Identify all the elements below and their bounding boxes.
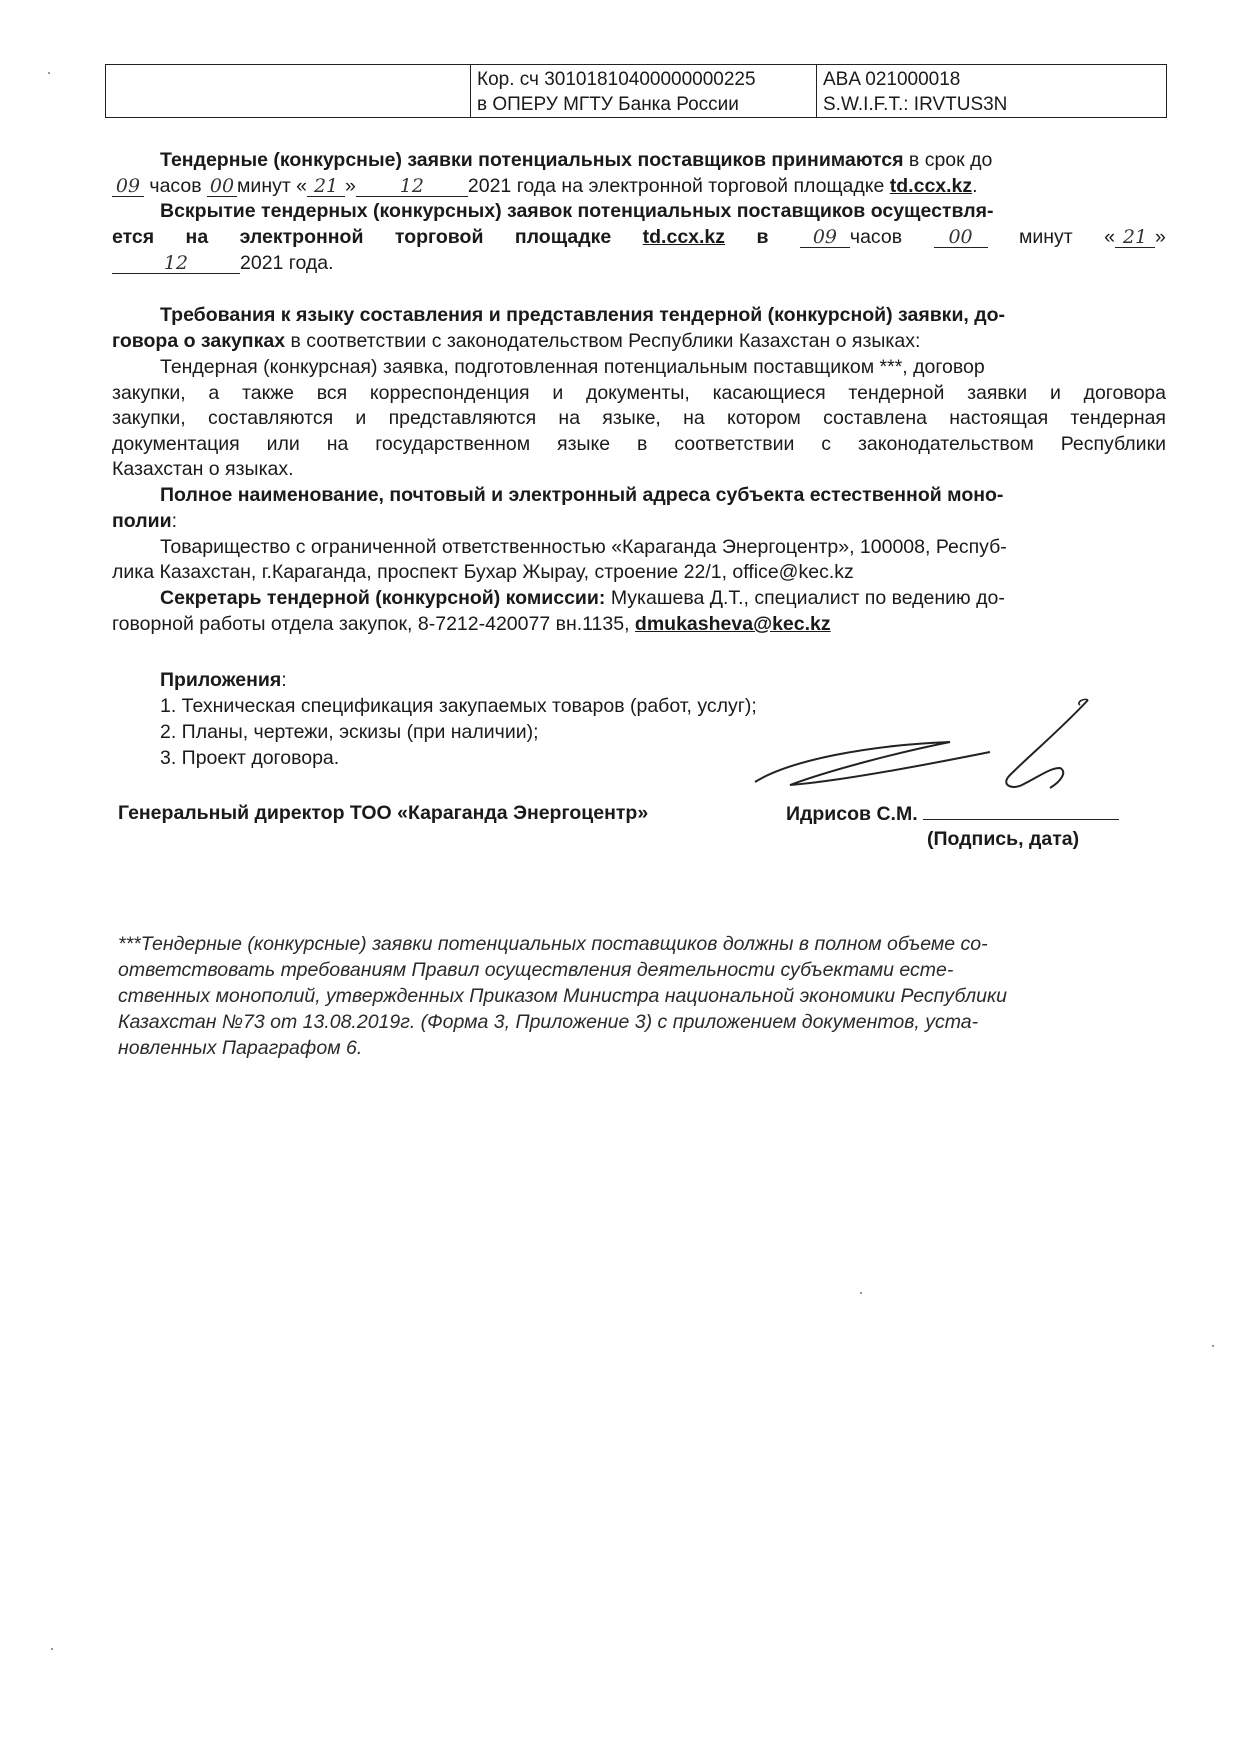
language-heading-end: говора о закупках bbox=[112, 330, 286, 352]
footnote-line: ***Тендерные (конкурсные) заявки потенциальных поставщиков должны в полном объеме со- bbox=[118, 933, 988, 955]
language-line-2 bbox=[112, 329, 920, 355]
language-text-line: документация или на государственном языке в соответствии с законодательством Республики bbox=[112, 433, 1166, 455]
submission-month-handwritten: 12 bbox=[356, 176, 468, 197]
opening-word: площадке bbox=[514, 226, 612, 248]
submission-hours-handwritten: 09 bbox=[112, 176, 144, 197]
language-heading: Требования к языку составления и представления тендерной (конкурсной) заявки, до- bbox=[160, 304, 1006, 326]
attachment-item: 3. Проект договора. bbox=[160, 747, 340, 769]
period: . bbox=[972, 175, 978, 197]
opening-year-text: 2021 года. bbox=[240, 252, 334, 274]
quote-close: » bbox=[345, 175, 356, 197]
swift-code: S.W.I.F.T.: IRVTUS3N bbox=[823, 94, 1008, 115]
subject-heading-line-2 bbox=[112, 509, 177, 535]
opening-word: на bbox=[185, 226, 209, 248]
submission-heading: Тендерные (конкурсные) заявки потенциальных поставщиков принимаются bbox=[160, 149, 904, 171]
bank-table-codes-cell bbox=[816, 65, 1165, 117]
quote-open: « bbox=[1104, 226, 1116, 248]
footnote-line: новленных Параграфом 6. bbox=[118, 1037, 363, 1059]
minutes-label: минут « bbox=[237, 175, 308, 197]
minutes-label: минут bbox=[1018, 226, 1073, 248]
bank-table-empty-cell bbox=[106, 65, 470, 117]
footnote-line: ственных монополий, утвержденных Приказом Министра национальной экономики Республики bbox=[118, 985, 1007, 1007]
corr-account: Кор. сч 30101810400000000225 bbox=[477, 69, 756, 90]
signature-caption: (Подпись, дата) bbox=[927, 828, 1080, 850]
opening-word: в bbox=[756, 226, 769, 248]
submission-minutes-handwritten: 00 bbox=[207, 176, 237, 197]
language-text-line: Тендерная (конкурсная) заявка, подготовленная потенциальным поставщиком ***, договор bbox=[160, 356, 985, 378]
submission-line-2 bbox=[112, 174, 978, 200]
opening-hours-handwritten: 09 bbox=[800, 227, 850, 248]
opening-line-3 bbox=[112, 251, 334, 277]
secretary-line-2 bbox=[112, 612, 831, 638]
bank-table-correspondent-cell bbox=[470, 65, 816, 117]
quote-close: » bbox=[1155, 226, 1166, 248]
subject-address-line: лика Казахстан, г.Караганда, проспект Бухар Жырау, строение 22/1, office@kec.kz bbox=[112, 561, 854, 583]
opening-month-handwritten: 12 bbox=[112, 253, 240, 274]
aba-code: ABA 021000018 bbox=[823, 69, 961, 90]
signature-blank-line bbox=[923, 801, 1119, 820]
secretary-contacts: говорной работы отдела закупок, 8-7212-420077 вн.1135, bbox=[112, 613, 635, 635]
hours-label: часов bbox=[849, 226, 903, 248]
attachments-heading: Приложения bbox=[160, 669, 282, 691]
subject-heading: Полное наименование, почтовый и электронный адреса субъекта естественной моно- bbox=[160, 484, 1004, 506]
hours-label: часов bbox=[144, 175, 208, 197]
footnote-line: ответствовать требованиям Правил осуществления деятельности субъектами есте- bbox=[118, 959, 954, 981]
scan-speck bbox=[1212, 1345, 1214, 1347]
submission-deadline-text: в срок до bbox=[903, 149, 993, 171]
bank-name: в ОПЕРУ МГТУ Банка России bbox=[477, 94, 739, 115]
submission-day-handwritten: 21 bbox=[307, 176, 345, 197]
submission-site-link[interactable]: td.ccx.kz bbox=[889, 175, 973, 197]
scan-speck bbox=[51, 1648, 53, 1650]
language-text-line: закупки, составляются и представляются на языке, на котором составлена настоящая тендерная bbox=[112, 407, 1166, 429]
scan-speck bbox=[860, 1292, 862, 1294]
footnote-line: Казахстан №73 от 13.08.2019г. (Форма 3, Приложение 3) с приложением документов, уста- bbox=[118, 1011, 979, 1033]
signatory-position: Генеральный директор ТОО «Караганда Энергоцентр» bbox=[118, 802, 649, 824]
opening-line-1: Вскрытие тендерных (конкурсных) заявок потенциальных поставщиков осуществля- bbox=[160, 200, 994, 222]
language-text-line: закупки, а также вся корреспонденция и документы, касающиеся тендерной заявки и договора bbox=[112, 382, 1166, 404]
handwritten-signature bbox=[750, 690, 1090, 810]
attachments-heading-line bbox=[160, 668, 287, 694]
secretary-label: Секретарь тендерной (конкурсной) комиссии: bbox=[160, 587, 606, 609]
submission-line-1 bbox=[160, 148, 992, 174]
colon: : bbox=[171, 510, 177, 532]
subject-address-line: Товарищество с ограниченной ответственностью «Караганда Энергоцентр», 100008, Респуб- bbox=[160, 536, 1007, 558]
bank-details-table bbox=[105, 64, 1167, 118]
signatory-name: Идрисов С.М. bbox=[786, 803, 918, 825]
opening-word: электронной bbox=[239, 226, 364, 248]
opening-minutes-handwritten: 00 bbox=[934, 227, 988, 248]
language-text-line: Казахстан о языках. bbox=[112, 458, 294, 480]
scan-speck bbox=[48, 72, 50, 74]
colon: : bbox=[281, 669, 287, 691]
opening-day-handwritten: 21 bbox=[1115, 227, 1155, 248]
subject-heading-end: полии bbox=[112, 510, 172, 532]
opening-word: ется bbox=[112, 226, 155, 248]
secretary-name: Мукашева Д.Т., специалист по ведению до- bbox=[605, 587, 1005, 609]
attachment-item: 2. Планы, чертежи, эскизы (при наличии); bbox=[160, 721, 539, 743]
opening-line-2 bbox=[112, 225, 1166, 251]
submission-year-text: 2021 года на электронной торговой площадке bbox=[467, 175, 890, 197]
signatory-name-line bbox=[786, 801, 1119, 828]
attachment-item: 1. Техническая спецификация закупаемых товаров (работ, услуг); bbox=[160, 695, 757, 717]
opening-site-link[interactable]: td.ccx.kz bbox=[642, 226, 726, 248]
language-law-text: в соответствии с законодательством Республики Казахстан о языках: bbox=[285, 330, 921, 352]
secretary-line-1 bbox=[160, 586, 1005, 612]
secretary-email-link[interactable]: dmukasheva@kec.kz bbox=[634, 613, 831, 635]
opening-word: торговой bbox=[394, 226, 484, 248]
